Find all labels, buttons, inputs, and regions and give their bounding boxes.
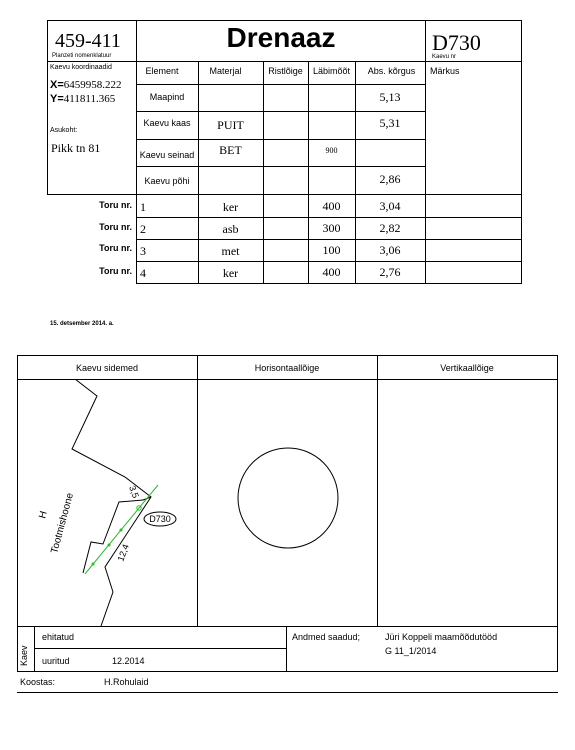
pipe-material-2: asb [222,222,239,236]
pipe-height-1: 3,04 [379,199,401,213]
row-material-kaevu-seinad: BET [219,143,242,157]
col-heading-sidemed: Kaevu sidemed [75,363,139,373]
footer-author-label: Koostas: [20,677,56,687]
building-h: H [37,509,50,520]
page-title: Drenaaz [226,22,336,53]
col-material: Materjal [209,66,242,76]
pipe-num-4: 4 [140,266,146,280]
coord-x-label: X= [50,79,64,91]
date-line: 15. detsember 2014. a. [50,321,114,327]
footer-surveyed-value: 12.2014 [112,656,145,666]
well-tag: D730 [149,514,171,524]
coord-y [50,93,115,105]
row-material-kaevu-kaas: PUIT [217,118,244,132]
footer-built-label: ehitatud [42,632,75,642]
pipe-label-3: Toru nr. [99,243,132,253]
building-name: Tootmishoone [49,491,77,555]
footer-source-code: G 11_1/2014 [385,646,437,656]
pipe-material-4: ker [222,266,239,280]
col-element: Element [145,66,179,76]
pipe-material-3: met [221,244,240,258]
building-sketch [17,379,197,626]
coord-x-value: 6459958.222 [63,79,122,91]
pipe-height-3: 3,06 [379,243,401,257]
footer-source-value: Jüri Koppeli maamõõdutööd [385,632,498,642]
col-note: Märkus [430,66,460,76]
horizontal-section [197,379,377,626]
coord-y-value: 411811.365 [63,93,116,105]
pipe-num-1: 1 [140,200,146,214]
footer-source-label: Andmed saadud; [292,632,361,642]
row-height-kaevu-pohi: 2,86 [379,172,401,186]
pipe-label-1: Toru nr. [99,200,132,210]
footer-author-value: H.Rohulaid [104,677,149,687]
row-element-maapind: Maapind [149,92,185,102]
row-diameter-kaevu-seinad: 900 [325,146,338,155]
location-label: Asukoht: [50,127,78,134]
row-element-kaevu-kaas: Kaevu kaas [143,118,191,128]
pipe-diameter-2: 300 [322,221,341,235]
coord-y-label: Y= [50,93,64,105]
well-id-label: Kaevu nr [432,54,457,60]
pipe-num-3: 3 [140,244,146,258]
pipe-label-2: Toru nr. [99,222,132,232]
row-height-kaevu-kaas: 5,31 [379,116,401,130]
pipe-label-4: Toru nr. [99,266,132,276]
col-heading-horisontaal: Horisontaallõige [254,363,320,373]
row-height-maapind: 5,13 [379,90,401,104]
dim-label-1: 3,5 [127,484,141,500]
pipe-material-1: ker [222,200,239,214]
coord-x [50,79,122,91]
plan-label: Planzeti nomenklatuur [52,53,112,59]
footer-surveyed-label: uuritud [42,656,70,666]
pipe-diameter-3: 100 [322,243,341,257]
pipe-diameter-4: 400 [322,265,341,279]
pipe-height-2: 2,82 [379,221,401,235]
col-diameter: Läbimõõt [312,66,351,76]
location-value: Pikk tn 81 [51,141,101,155]
footer-side-label: Kaev [19,645,29,666]
dim-label-2: 12,4 [115,542,131,563]
col-section: Ristlõige [268,66,303,76]
pipe-diameter-1: 400 [322,199,341,213]
plan-number: 459-411 [55,30,121,52]
col-heading-vertikaal: Vertikaallõige [440,363,494,373]
row-element-kaevu-seinad: Kaevu seinad [139,150,195,160]
well-id: D730 [432,30,481,55]
row-element-kaevu-pohi: Kaevu põhi [144,176,190,186]
pipe-height-4: 2,76 [379,265,401,279]
col-height: Abs. kõrgus [367,66,416,76]
pipe-num-2: 2 [140,222,146,236]
coords-label: Kaevu koordinaadid [50,64,112,71]
